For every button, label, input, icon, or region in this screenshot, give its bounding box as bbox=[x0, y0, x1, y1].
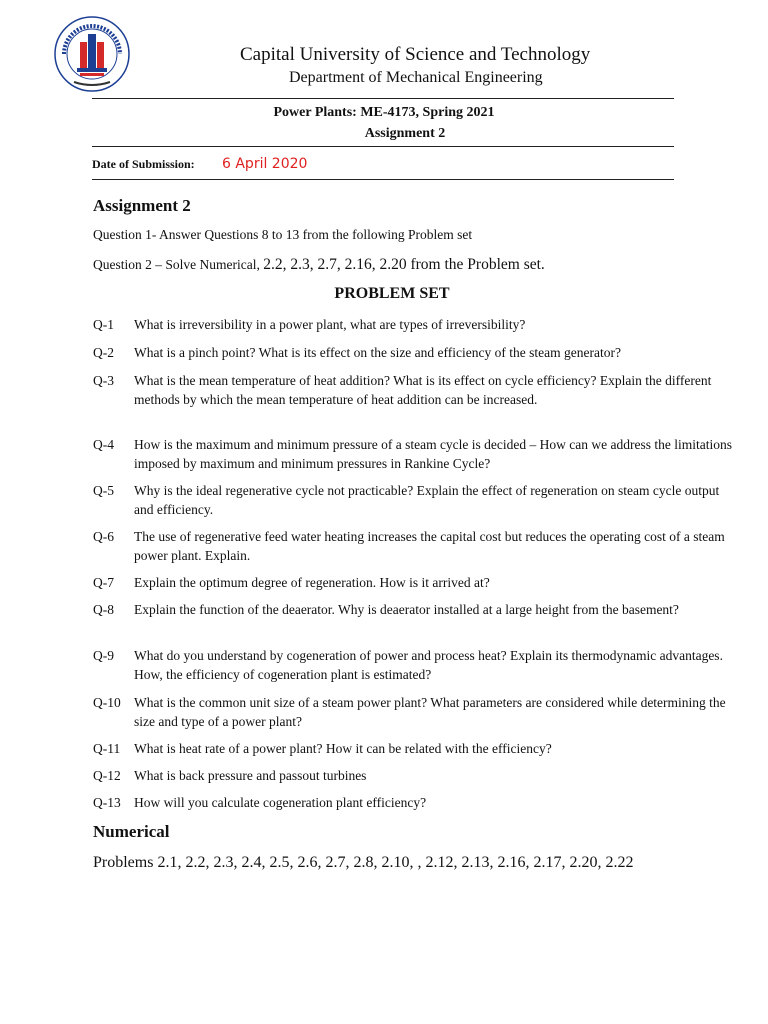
question-text: How is the maximum and minimum pressure of a steam cycle is decided – How can we address the limitations imposed by maximum and minimum pressures in Rankine Cycle? bbox=[134, 437, 732, 471]
question-text: Explain the function of the deaerator. Why is deaerator installed at a large height from the basement? bbox=[134, 602, 679, 617]
question-label: Q-13 bbox=[93, 795, 121, 810]
assignment-heading: Assignment 2 bbox=[364, 126, 446, 141]
question-label: Q-2 bbox=[93, 345, 114, 360]
question-label: Q-5 bbox=[93, 483, 114, 498]
question-label: Q-12 bbox=[93, 768, 121, 783]
submission-date: 6 April 2020 bbox=[222, 156, 308, 172]
question-text: What is the mean temperature of heat addition? What is its effect on cycle efficiency? Explain the different methods by which the mean temperature of heat addition can be increased. bbox=[134, 373, 712, 407]
course-title: Power Plants: ME-4173, Spring 2021 bbox=[273, 105, 495, 120]
assignment-section-title: Assignment 2 bbox=[93, 196, 191, 215]
question-2-instruction bbox=[93, 256, 545, 274]
question-1-instruction: Question 1- Answer Questions 8 to 13 from the following Problem set bbox=[93, 227, 473, 242]
question-text: Explain the optimum degree of regeneration. How is it arrived at? bbox=[134, 575, 490, 590]
university-name: Capital University of Science and Technology bbox=[240, 44, 591, 65]
question-text: Why is the ideal regenerative cycle not practicable? Explain the effect of regeneration on steam cycle output and efficiency. bbox=[134, 483, 720, 517]
question-label: Q-10 bbox=[93, 695, 121, 710]
question-text: The use of regenerative feed water heating increases the capital cost but reduces the operating cost of a steam power plant. Explain. bbox=[134, 529, 725, 563]
question-text: What do you understand by cogeneration of power and process heat? Explain its thermodynamic advantages. How, the efficiency of cogeneration plant is estimated? bbox=[134, 648, 723, 682]
numerical-problem-list: Problems 2.1, 2.2, 2.3, 2.4, 2.5, 2.6, 2.7, 2.8, 2.10, , 2.12, 2.13, 2.16, 2.17, 2.20, 2.22 bbox=[93, 854, 634, 871]
question-label: Q-7 bbox=[93, 575, 114, 590]
question-label: Q-4 bbox=[93, 437, 114, 452]
question-text: What is heat rate of a power plant? How it can be related with the efficiency? bbox=[134, 741, 552, 756]
submission-label: Date of Submission: bbox=[92, 157, 195, 171]
question-text: What is a pinch point? What is its effect on the size and efficiency of the steam generator? bbox=[134, 345, 621, 360]
question-label: Q-1 bbox=[93, 317, 114, 332]
question-label: Q-6 bbox=[93, 529, 114, 544]
question-text: What is back pressure and passout turbines bbox=[134, 768, 367, 783]
divider-top bbox=[92, 98, 674, 99]
question-text: What is irreversibility in a power plant, what are types of irreversibility? bbox=[134, 317, 526, 332]
department-name: Department of Mechanical Engineering bbox=[289, 69, 543, 86]
university-seal-logo bbox=[44, 14, 140, 94]
question-2-prefix: Question 2 – Solve Numerical, bbox=[93, 257, 264, 272]
question-label: Q-11 bbox=[93, 741, 121, 756]
question-label: Q-8 bbox=[93, 602, 114, 617]
problem-set-title: PROBLEM SET bbox=[334, 285, 450, 302]
question-text: How will you calculate cogeneration plant efficiency? bbox=[134, 795, 427, 810]
question-label: Q-3 bbox=[93, 373, 114, 388]
question-label: Q-9 bbox=[93, 648, 114, 663]
divider-middle bbox=[92, 146, 674, 147]
numerical-section-title: Numerical bbox=[93, 822, 170, 841]
divider-bottom bbox=[92, 179, 674, 180]
question-2-problem-list: 2.2, 2.3, 2.7, 2.16, 2.20 from the Problem set. bbox=[263, 256, 545, 273]
question-text: What is the common unit size of a steam power plant? What parameters are considered while determining the size and type of a power plant? bbox=[134, 695, 726, 729]
